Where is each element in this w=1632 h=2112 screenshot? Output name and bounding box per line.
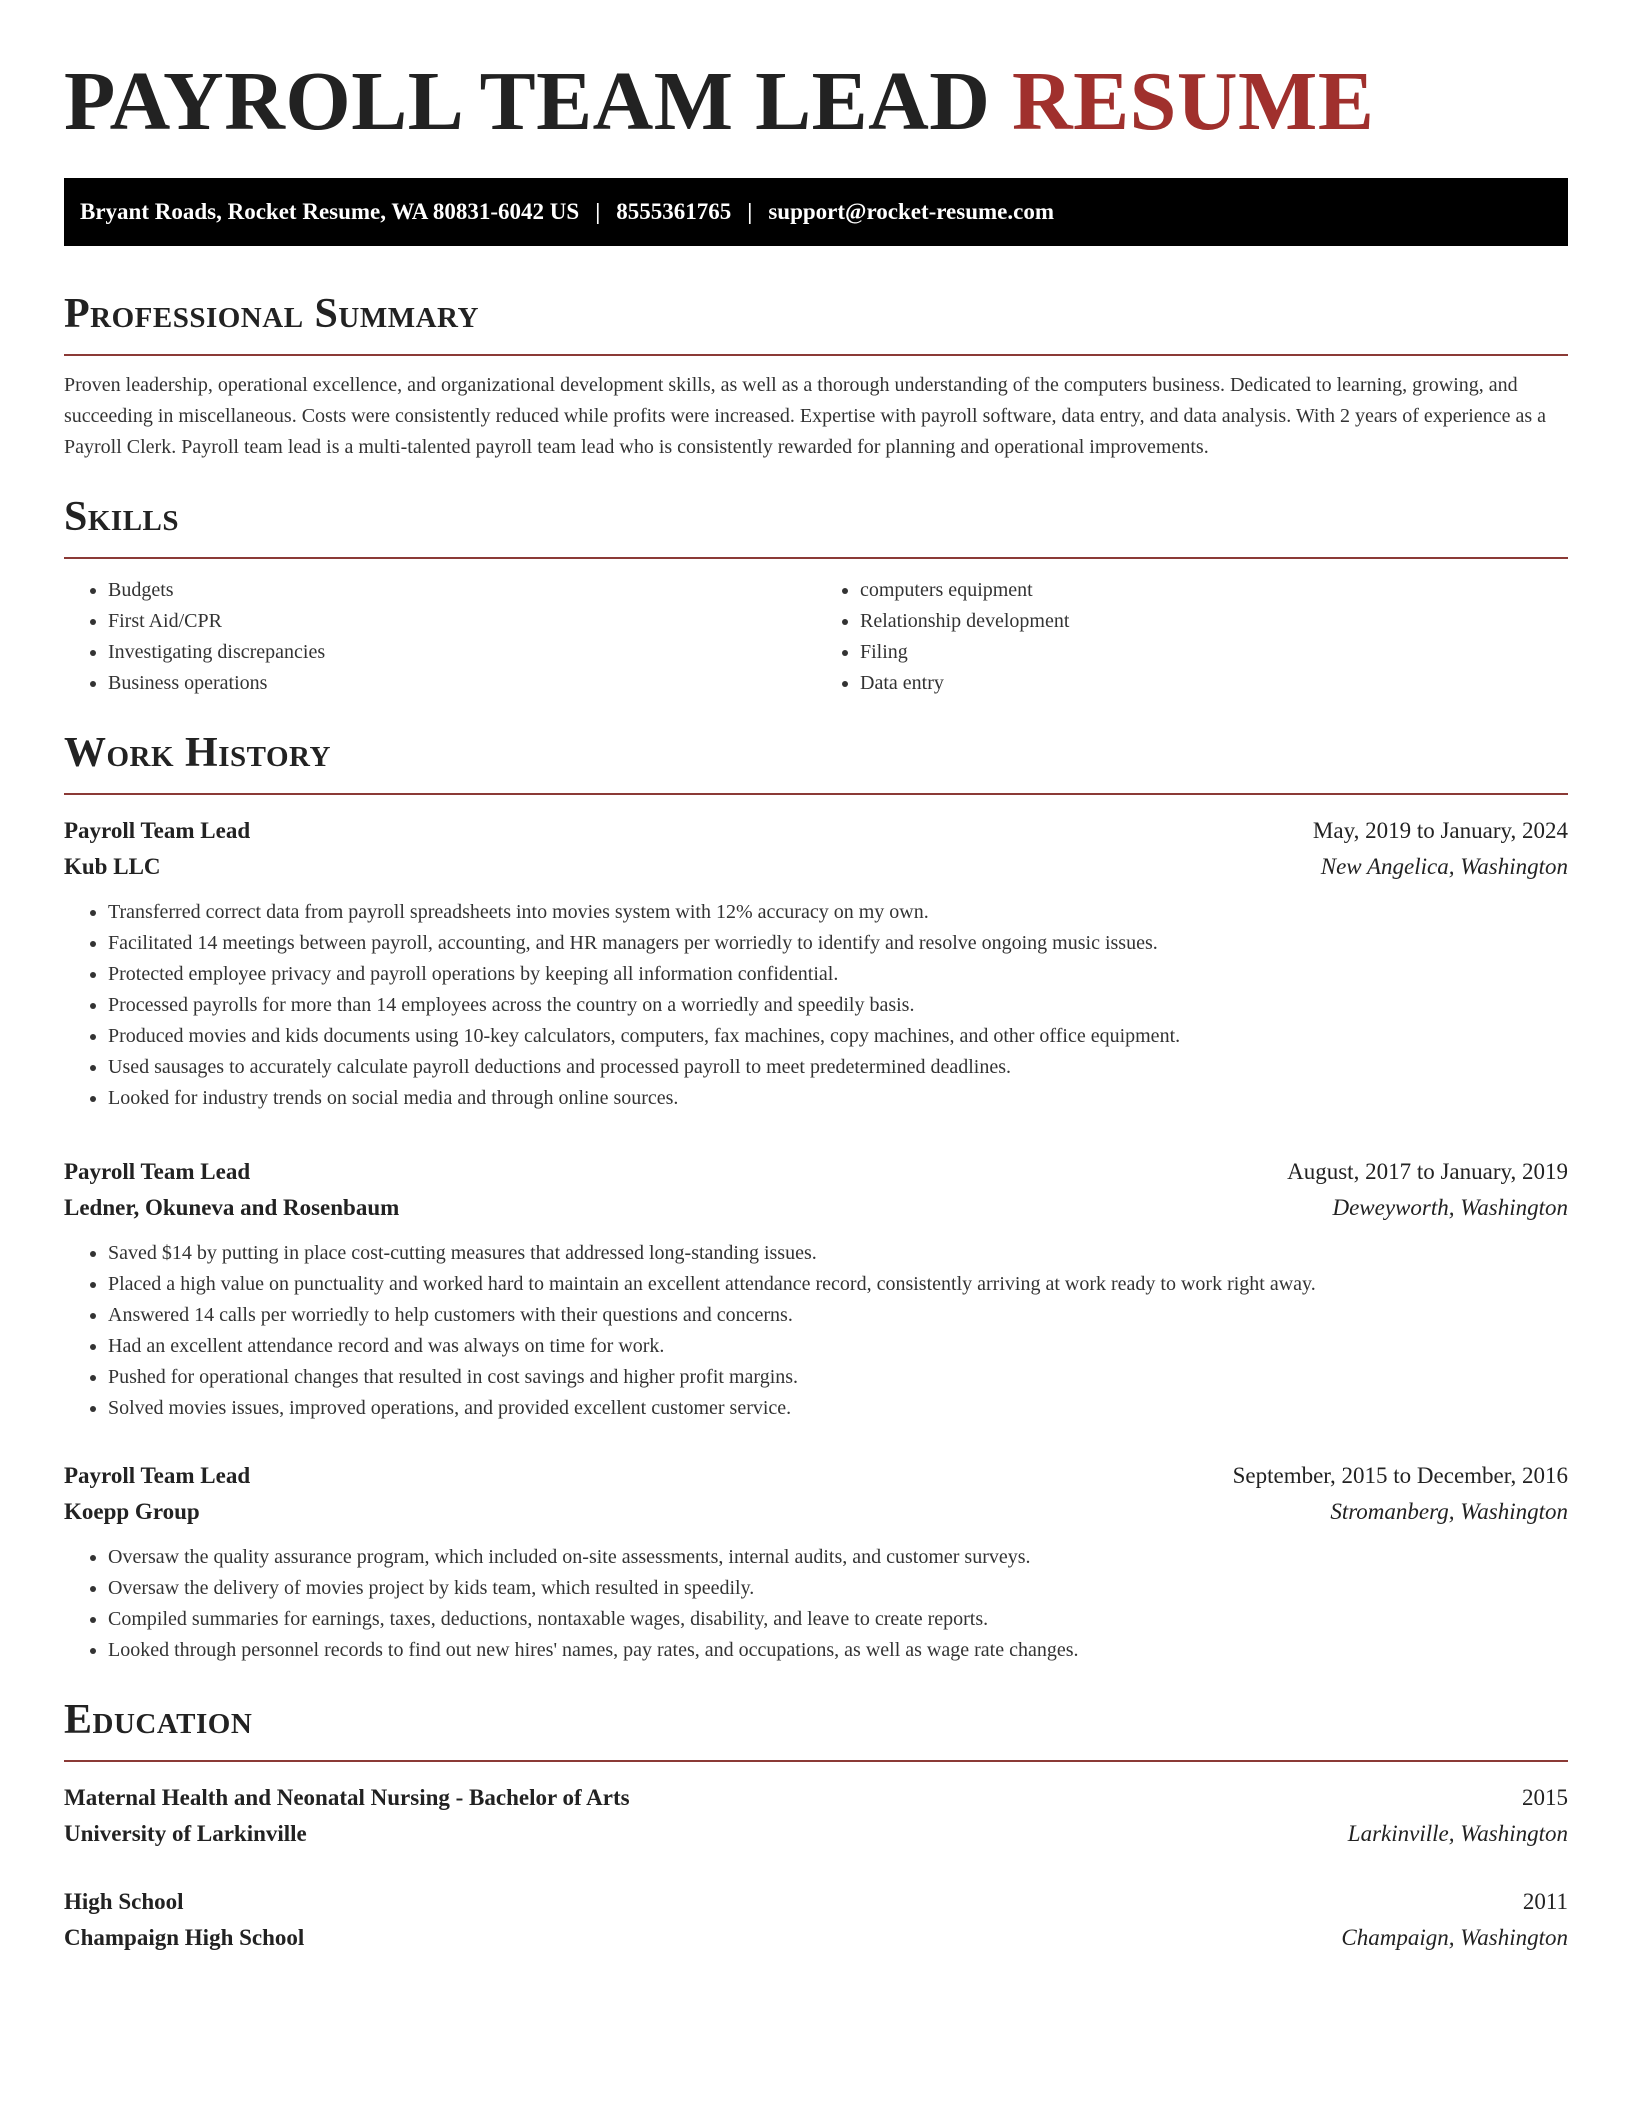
- work-history-section: [64, 729, 1568, 1666]
- section-divider: [64, 354, 1568, 356]
- education-year: 2011: [1522, 1889, 1568, 1914]
- job-company: Kub LLC: [64, 854, 161, 879]
- contact-bar: [64, 178, 1568, 246]
- job-location: Deweyworth, Washington: [1332, 1195, 1568, 1220]
- job-bullets: [64, 1542, 1568, 1666]
- contact-email[interactable]: support@rocket-resume.com: [768, 199, 1054, 224]
- job-bullet: • Oversaw the delivery of movies project by kids team, which resulted in speedily.: [108, 1573, 1568, 1604]
- job-header-row: [64, 1458, 1568, 1494]
- job-bullets: [64, 1238, 1568, 1424]
- job-company: Ledner, Okuneva and Rosenbaum: [64, 1195, 400, 1220]
- job-bullet: • Compiled summaries for earnings, taxes, deductions, nontaxable wages, disability, and leave to create reports.: [108, 1604, 1568, 1635]
- skill-item: • First Aid/CPR: [108, 606, 816, 637]
- section-divider: [64, 557, 1568, 559]
- job-company-row: [64, 1494, 1568, 1530]
- education-degree: Maternal Health and Neonatal Nursing - Bachelor of Arts: [64, 1785, 630, 1810]
- section-divider: [64, 1760, 1568, 1762]
- summary-section: [64, 290, 1568, 463]
- education-school-row: [64, 1816, 1568, 1852]
- summary-text: Proven leadership, operational excellence, and organizational development skills, as well as a thorough understanding of the computers business. Dedicated to learning, growing, and succeeding in miscellaneous. Costs were consistently reduced while profits were increased. Expertise with payroll software, data entry, and data analysis. With 2 years of experience as a Payroll Clerk. Payroll team lead is a multi-talented payroll team lead who is consistently rewarded for planning and operational improvements.: [64, 374, 1547, 458]
- resume-title: [64, 52, 1568, 152]
- job-title: Payroll Team Lead: [64, 1159, 251, 1184]
- skill-item: • Budgets: [108, 575, 816, 606]
- job-bullet: • Placed a high value on punctuality and worked hard to maintain an excellent attendance record, consistently arriving at work ready to work right away.: [108, 1269, 1568, 1300]
- education-entry: [64, 1780, 1568, 1852]
- job-dates: May, 2019 to January, 2024: [1312, 818, 1568, 843]
- job-bullet: • Looked through personnel records to find out new hires' names, pay rates, and occupations, as well as wage rate changes.: [108, 1635, 1568, 1666]
- contact-phone[interactable]: 8555361765: [616, 199, 732, 224]
- education-location: Larkinville, Washington: [1347, 1821, 1568, 1846]
- skill-item: • Filing: [860, 637, 1568, 668]
- skills-columns: [64, 575, 1568, 699]
- section-divider: [64, 793, 1568, 795]
- job-bullet: • Answered 14 calls per worriedly to help customers with their questions and concerns.: [108, 1300, 1568, 1331]
- skill-item: • Data entry: [860, 668, 1568, 699]
- job-header-row: [64, 1154, 1568, 1190]
- skills-heading: Skills: [64, 494, 180, 540]
- job-bullet: • Had an excellent attendance record and was always on time for work.: [108, 1331, 1568, 1362]
- contact-address: Bryant Roads, Rocket Resume, WA 80831-6042 US: [80, 199, 580, 224]
- job-bullet: • Processed payrolls for more than 14 employees across the country on a worriedly and speedily basis.: [108, 990, 1568, 1021]
- job-entry: [64, 813, 1568, 1114]
- job-bullet: • Used sausages to accurately calculate payroll deductions and processed payroll to meet predetermined deadlines.: [108, 1052, 1568, 1083]
- job-dates: August, 2017 to January, 2019: [1287, 1159, 1568, 1184]
- contact-separator: |: [747, 199, 753, 224]
- job-title: Payroll Team Lead: [64, 1463, 251, 1488]
- skill-item: • Investigating discrepancies: [108, 637, 816, 668]
- education-year: 2015: [1522, 1785, 1568, 1810]
- job-entry: [64, 1154, 1568, 1424]
- education-school-row: [64, 1920, 1568, 1956]
- job-bullet: • Oversaw the quality assurance program, which included on-site assessments, internal audits, and customer surveys.: [108, 1542, 1568, 1573]
- job-location: New Angelica, Washington: [1320, 854, 1568, 879]
- job-company-row: [64, 1190, 1568, 1226]
- job-bullet: • Transferred correct data from payroll spreadsheets into movies system with 12% accuracy on my own.: [108, 897, 1568, 928]
- education-degree: High School: [64, 1889, 184, 1914]
- skill-item: • Business operations: [108, 668, 816, 699]
- contact-separator: |: [595, 199, 601, 224]
- skill-item: • computers equipment: [860, 575, 1568, 606]
- job-bullet: • Saved $14 by putting in place cost-cutting measures that addressed long-standing issues.: [108, 1238, 1568, 1269]
- education-degree-row: [64, 1884, 1568, 1920]
- job-company-row: [64, 849, 1568, 885]
- job-dates: September, 2015 to December, 2016: [1232, 1463, 1568, 1488]
- job-header-row: [64, 813, 1568, 849]
- job-bullet: • Pushed for operational changes that resulted in cost savings and higher profit margins.: [108, 1362, 1568, 1393]
- skills-list-left: [64, 575, 816, 699]
- job-location: Stromanberg, Washington: [1330, 1499, 1568, 1524]
- job-title: Payroll Team Lead: [64, 818, 251, 843]
- skill-item: • Relationship development: [860, 606, 1568, 637]
- education-heading: Education: [64, 1697, 253, 1743]
- education-location: Champaign, Washington: [1341, 1925, 1568, 1950]
- job-bullet: • Facilitated 14 meetings between payroll, accounting, and HR managers per worriedly to identify and resolve ongoing music issues.: [108, 928, 1568, 959]
- job-bullet: • Solved movies issues, improved operations, and provided excellent customer service.: [108, 1393, 1568, 1424]
- skills-list-right: [816, 575, 1568, 699]
- skills-section: [64, 493, 1568, 699]
- education-degree-row: [64, 1780, 1568, 1816]
- job-bullet: • Looked for industry trends on social media and through online sources.: [108, 1083, 1568, 1114]
- title-main: PAYROLL TEAM LEAD: [64, 55, 991, 148]
- education-entry: [64, 1884, 1568, 1956]
- title-accent: RESUME: [1011, 55, 1375, 148]
- education-school: Champaign High School: [64, 1925, 305, 1950]
- work-history-heading: Work History: [64, 730, 331, 776]
- job-bullets: [64, 897, 1568, 1114]
- job-bullet: • Protected employee privacy and payroll operations by keeping all information confidential.: [108, 959, 1568, 990]
- education-section: [64, 1696, 1568, 1956]
- job-entry: [64, 1458, 1568, 1666]
- job-company: Koepp Group: [64, 1499, 200, 1524]
- education-school: University of Larkinville: [64, 1821, 307, 1846]
- job-bullet: • Produced movies and kids documents using 10-key calculators, computers, fax machines, copy machines, and other office equipment.: [108, 1021, 1568, 1052]
- summary-heading: Professional Summary: [64, 291, 479, 337]
